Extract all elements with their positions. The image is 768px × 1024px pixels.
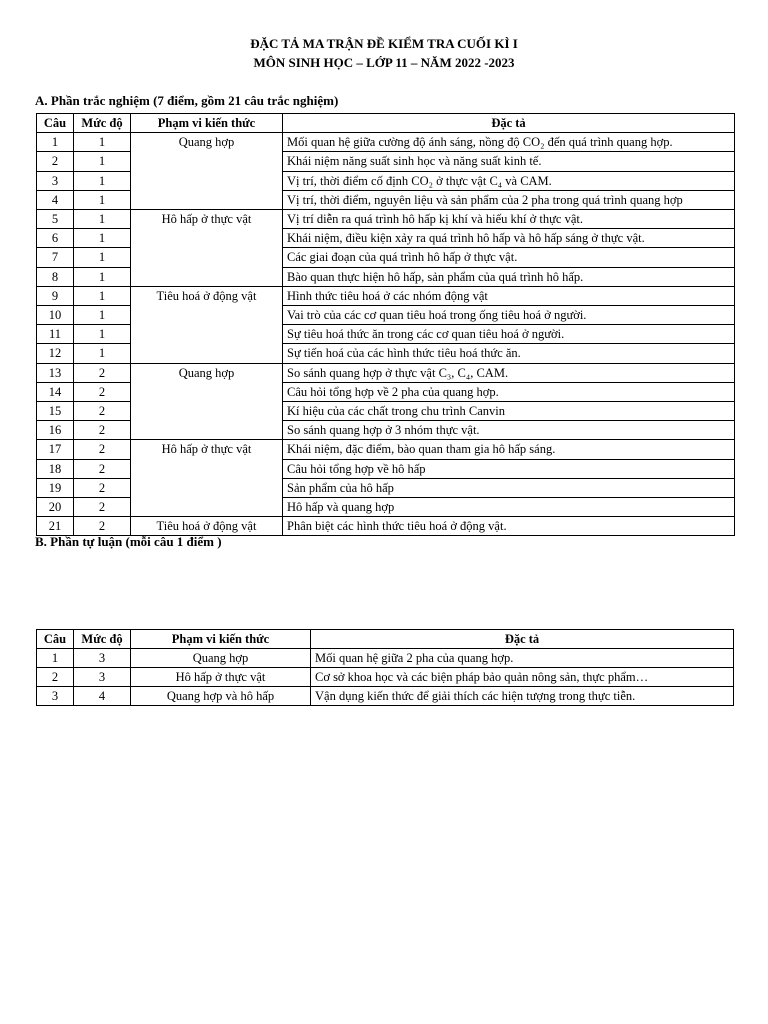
cau-cell: 20 [37, 498, 74, 517]
cau-cell: 1 [37, 133, 74, 152]
cau-cell: 4 [37, 190, 74, 209]
column-header-cau: Câu [37, 630, 74, 649]
column-header-cau: Câu [37, 114, 74, 133]
cau-cell: 17 [37, 440, 74, 459]
dac-ta-cell: Mối quan hệ giữa cường độ ánh sáng, nồng độ CO₂ đến quá trình quang hợp. [283, 133, 735, 152]
document-title: ĐẶC TẢ MA TRẬN ĐỀ KIỂM TRA CUỐI KÌ I [250, 36, 518, 51]
muc-do-cell: 1 [74, 152, 131, 171]
multiple-choice-table [36, 113, 735, 536]
muc-do-cell: 1 [74, 306, 131, 325]
muc-do-cell: 1 [74, 325, 131, 344]
muc-do-cell: 2 [74, 459, 131, 478]
cau-cell: 2 [37, 668, 74, 687]
table-row [37, 649, 734, 668]
cau-cell: 21 [37, 517, 74, 536]
dac-ta-cell: Vị trí, thời điểm cố định CO₂ ở thực vật C₄ và CAM. [283, 171, 735, 190]
cau-cell: 12 [37, 344, 74, 363]
muc-do-cell: 1 [74, 286, 131, 305]
muc-do-cell: 1 [74, 210, 131, 229]
document-subtitle: MÔN SINH HỌC – LỚP 11 – NĂM 2022 -2023 [253, 55, 515, 70]
dac-ta-cell: Sự tiến hoá của các hình thức tiêu hoá thức ăn. [283, 344, 735, 363]
muc-do-cell: 1 [74, 248, 131, 267]
table-row [37, 210, 735, 229]
muc-do-cell: 2 [74, 363, 131, 382]
dac-ta-cell: So sánh quang hợp ở 3 nhóm thực vật. [283, 421, 735, 440]
muc-do-cell: 3 [74, 668, 131, 687]
muc-do-cell: 1 [74, 190, 131, 209]
cau-cell: 8 [37, 267, 74, 286]
dac-ta-cell: Vị trí diễn ra quá trình hô hấp kị khí và hiếu khí ở thực vật. [283, 210, 735, 229]
section-a-heading: A. Phần trắc nghiệm (7 điểm, gồm 21 câu trắc nghiệm) [35, 93, 339, 108]
dac-ta-cell: So sánh quang hợp ở thực vật C₃, C₄, CAM. [283, 363, 735, 382]
muc-do-cell: 1 [74, 344, 131, 363]
dac-ta-cell: Vai trò của các cơ quan tiêu hoá trong ống tiêu hoá ở người. [283, 306, 735, 325]
muc-do-cell: 2 [74, 402, 131, 421]
dac-ta-cell: Khái niệm, điều kiện xảy ra quá trình hô hấp và hô hấp sáng ở thực vật. [283, 229, 735, 248]
cau-cell: 11 [37, 325, 74, 344]
cau-cell: 1 [37, 649, 74, 668]
dac-ta-cell: Hô hấp và quang hợp [283, 498, 735, 517]
column-header-dac-ta: Đặc tả [283, 114, 735, 133]
essay-table [36, 629, 734, 706]
table-header-row [37, 630, 734, 649]
cau-cell: 15 [37, 402, 74, 421]
essay-table-body [37, 649, 734, 706]
dac-ta-cell: Vị trí, thời điểm, nguyên liệu và sản phẩm của 2 pha trong quá trình quang hợp [283, 190, 735, 209]
dac-ta-cell: Vận dụng kiến thức để giải thích các hiện tượng trong thực tiễn. [311, 687, 734, 706]
muc-do-cell: 1 [74, 267, 131, 286]
table-row [37, 133, 735, 152]
muc-do-cell: 3 [74, 649, 131, 668]
muc-do-cell: 2 [74, 440, 131, 459]
cau-cell: 19 [37, 478, 74, 497]
table-row [37, 687, 734, 706]
cau-cell: 14 [37, 382, 74, 401]
cau-cell: 16 [37, 421, 74, 440]
muc-do-cell: 2 [74, 421, 131, 440]
cau-cell: 9 [37, 286, 74, 305]
cau-cell: 6 [37, 229, 74, 248]
table-row [37, 440, 735, 459]
pham-vi-cell: Hô hấp ở thực vật [131, 668, 311, 687]
table-row [37, 363, 735, 382]
column-header-pham-vi: Phạm vi kiến thức [131, 630, 311, 649]
dac-ta-cell: Mối quan hệ giữa 2 pha của quang hợp. [311, 649, 734, 668]
dac-ta-cell: Kí hiệu của các chất trong chu trình Canvin [283, 402, 735, 421]
column-header-pham-vi: Phạm vi kiến thức [131, 114, 283, 133]
dac-ta-cell: Khái niệm năng suất sinh học và năng suất kinh tế. [283, 152, 735, 171]
muc-do-cell: 2 [74, 517, 131, 536]
pham-vi-cell: Tiêu hoá ở động vật [131, 286, 283, 363]
muc-do-cell: 4 [74, 687, 131, 706]
dac-ta-cell: Cơ sở khoa học và các biện pháp bảo quản nông sản, thực phẩm… [311, 668, 734, 687]
dac-ta-cell: Sản phẩm của hô hấp [283, 478, 735, 497]
dac-ta-cell: Khái niệm, đặc điểm, bào quan tham gia hô hấp sáng. [283, 440, 735, 459]
table-row [37, 668, 734, 687]
pham-vi-cell: Hô hấp ở thực vật [131, 210, 283, 287]
dac-ta-cell: Câu hỏi tổng hợp về 2 pha của quang hợp. [283, 382, 735, 401]
dac-ta-cell: Câu hỏi tổng hợp về hô hấp [283, 459, 735, 478]
muc-do-cell: 1 [74, 229, 131, 248]
cau-cell: 3 [37, 687, 74, 706]
cau-cell: 3 [37, 171, 74, 190]
cau-cell: 18 [37, 459, 74, 478]
cau-cell: 13 [37, 363, 74, 382]
pham-vi-cell: Quang hợp [131, 133, 283, 210]
pham-vi-cell: Quang hợp [131, 363, 283, 440]
cau-cell: 10 [37, 306, 74, 325]
dac-ta-cell: Các giai đoạn của quá trình hô hấp ở thực vật. [283, 248, 735, 267]
muc-do-cell: 2 [74, 382, 131, 401]
dac-ta-cell: Hình thức tiêu hoá ở các nhóm động vật [283, 286, 735, 305]
dac-ta-cell: Phân biệt các hình thức tiêu hoá ở động vật. [283, 517, 735, 536]
cau-cell: 5 [37, 210, 74, 229]
column-header-muc-do: Mức độ [74, 630, 131, 649]
muc-do-cell: 2 [74, 498, 131, 517]
dac-ta-cell: Sự tiêu hoá thức ăn trong các cơ quan tiêu hoá ở người. [283, 325, 735, 344]
table-header-row [37, 114, 735, 133]
cau-cell: 7 [37, 248, 74, 267]
dac-ta-cell: Bào quan thực hiện hô hấp, sản phẩm của quá trình hô hấp. [283, 267, 735, 286]
multiple-choice-table-body [37, 133, 735, 536]
pham-vi-cell: Quang hợp và hô hấp [131, 687, 311, 706]
muc-do-cell: 1 [74, 133, 131, 152]
column-header-muc-do: Mức độ [74, 114, 131, 133]
column-header-dac-ta: Đặc tả [311, 630, 734, 649]
pham-vi-cell: Hô hấp ở thực vật [131, 440, 283, 517]
table-row [37, 286, 735, 305]
muc-do-cell: 2 [74, 478, 131, 497]
cau-cell: 2 [37, 152, 74, 171]
pham-vi-cell: Tiêu hoá ở động vật [131, 517, 283, 536]
pham-vi-cell: Quang hợp [131, 649, 311, 668]
section-b-heading: B. Phần tự luận (mỗi câu 1 điểm ) [35, 534, 222, 549]
muc-do-cell: 1 [74, 171, 131, 190]
